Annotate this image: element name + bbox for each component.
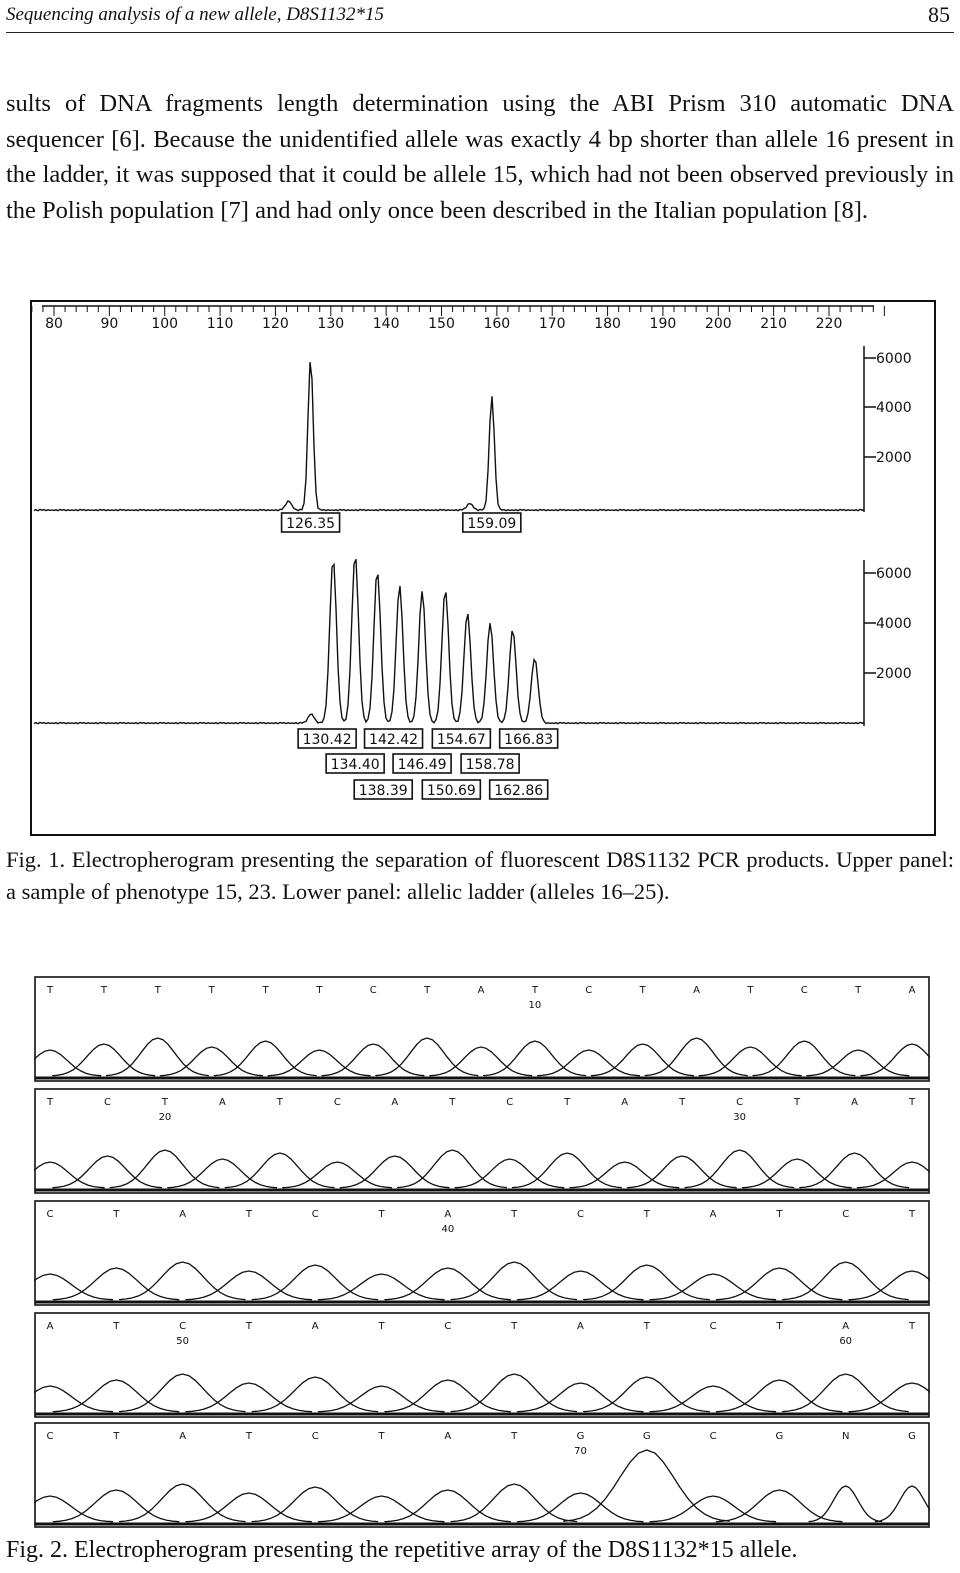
sequence-row-frame (35, 1201, 929, 1305)
sequence-row-3 (34, 1201, 930, 1305)
upper-peak-label: 159.09 (467, 516, 517, 532)
base-call: A (391, 1097, 399, 1108)
base-call: A (908, 985, 916, 996)
lower-peak-label: 158.78 (465, 757, 515, 773)
lower-peak-label: 166.83 (504, 732, 554, 748)
base-call: C (585, 985, 593, 996)
lower-peak-label: 162.86 (494, 783, 544, 799)
lower-y-tick-label: 6000 (876, 566, 912, 582)
base-call: T (378, 1209, 385, 1220)
upper-y-tick-label: 2000 (876, 450, 912, 466)
figure-1-plot (32, 302, 934, 834)
base-call: C (800, 985, 808, 996)
base-call: C (506, 1097, 514, 1108)
base-call: A (444, 1209, 452, 1220)
sequence-row-1 (34, 977, 930, 1081)
base-call: T (794, 1097, 801, 1108)
base-call: G (576, 1431, 585, 1442)
base-call: T (113, 1321, 120, 1332)
x-tick-label: 100 (151, 316, 179, 332)
base-call: T (776, 1209, 783, 1220)
base-call: A (218, 1097, 226, 1108)
base-call: T (46, 985, 54, 996)
figure-2-sequence-electropherogram (34, 976, 930, 1528)
base-call: C (311, 1431, 319, 1442)
header-rule (6, 32, 954, 33)
base-call: T (113, 1431, 120, 1442)
base-call: T (643, 1209, 650, 1220)
sequence-row-5 (34, 1423, 930, 1527)
upper-y-tick-label: 6000 (876, 351, 912, 367)
x-tick-label: 150 (428, 316, 455, 332)
base-call: T (511, 1431, 518, 1442)
base-call: T (531, 985, 538, 996)
figure-2-plot (34, 976, 930, 1528)
base-call: C (369, 985, 377, 996)
x-tick-label: 220 (815, 316, 843, 332)
lower-peak-label: 130.42 (302, 732, 352, 748)
position-marker: 50 (176, 1336, 189, 1347)
base-call: T (245, 1321, 252, 1332)
x-tick-label: 110 (206, 316, 234, 332)
base-call: C (46, 1209, 54, 1220)
position-marker: 30 (733, 1112, 746, 1123)
x-tick-label: 170 (538, 316, 566, 332)
base-call: C (179, 1321, 187, 1332)
upper-y-tick-label: 4000 (876, 400, 912, 416)
base-call: T (245, 1431, 252, 1442)
base-call: T (639, 985, 646, 996)
base-call: T (511, 1209, 518, 1220)
lower-peak-label: 142.42 (369, 732, 419, 748)
x-tick-label: 130 (317, 316, 345, 332)
base-call: A (842, 1321, 850, 1332)
base-call: N (841, 1431, 850, 1442)
running-title: Sequencing analysis of a new allele, D8S1132*15 (6, 4, 385, 25)
page-number: 85 (928, 2, 950, 27)
running-header (6, 2, 954, 28)
x-tick-label: 200 (704, 316, 732, 332)
base-call: T (208, 985, 215, 996)
base-call: T (679, 1097, 686, 1108)
base-call: T (855, 985, 862, 996)
lower-y-tick-label: 4000 (876, 616, 912, 632)
sequence-row-4 (34, 1313, 930, 1417)
sequence-row-2 (34, 1089, 930, 1193)
x-tick-label: 120 (262, 316, 289, 332)
base-call: T (747, 985, 754, 996)
base-call: G (642, 1431, 651, 1442)
x-tick-label: 190 (649, 316, 677, 332)
base-call: C (444, 1321, 452, 1332)
base-call: A (851, 1097, 858, 1108)
base-call: A (179, 1209, 187, 1220)
base-call: T (46, 1097, 54, 1108)
x-tick-label: 210 (760, 316, 788, 332)
base-call: C (736, 1097, 744, 1108)
base-call: G (775, 1431, 784, 1442)
base-call: A (577, 1321, 584, 1332)
base-call: A (621, 1097, 629, 1108)
base-call: A (693, 985, 700, 996)
base-call: C (103, 1097, 111, 1108)
base-call: C (333, 1097, 341, 1108)
base-call: T (316, 985, 323, 996)
base-call: A (179, 1431, 187, 1442)
sequence-row-frame (35, 1313, 929, 1417)
lower-trace (34, 559, 864, 723)
base-call: T (564, 1097, 571, 1108)
base-call: T (424, 985, 431, 996)
x-tick-label: 180 (594, 316, 621, 332)
lower-peak-label: 134.40 (330, 757, 380, 773)
base-call: T (276, 1097, 283, 1108)
figure-1-caption: Fig. 1. Electropherogram presenting the separation of fluorescent D8S1132 PCR products. Upper panel: a sample of phenotype 15, 23. Lower panel: allelic ladder (alleles 16–25). (6, 847, 954, 904)
lower-peak-label: 154.67 (436, 732, 486, 748)
base-call: A (477, 985, 485, 996)
base-call: T (245, 1209, 252, 1220)
base-call: G (908, 1431, 916, 1442)
base-call: T (100, 985, 107, 996)
base-call: T (378, 1321, 385, 1332)
x-tick-label: 160 (483, 316, 511, 332)
position-marker: 20 (158, 1112, 172, 1123)
x-tick-label: 140 (372, 316, 400, 332)
lower-y-tick-label: 2000 (876, 666, 912, 682)
base-call: C (46, 1431, 54, 1442)
position-marker: 70 (574, 1446, 587, 1457)
base-call: A (709, 1209, 717, 1220)
position-marker: 40 (441, 1224, 455, 1235)
base-call: T (908, 1321, 916, 1332)
x-tick-label: 90 (100, 316, 119, 332)
base-call: T (378, 1431, 385, 1442)
figure-1-electropherogram (30, 300, 936, 836)
body-paragraph: sults of DNA fragments length determination using the ABI Prism 310 automatic DNA sequencer [6]. Because the unidentified allele was exactly 4 bp shorter than allele 16 present in the ladder, it was supposed that it could be allele 15, which had not been observed previously in the Polish population [7] and had only once been described in the Italian population [8]. (6, 90, 954, 224)
x-tick-label: 80 (45, 316, 63, 332)
upper-peak-label: 126.35 (286, 516, 336, 532)
base-call: T (643, 1321, 650, 1332)
base-call: T (776, 1321, 783, 1332)
base-call: T (449, 1097, 456, 1108)
sequence-row-frame (35, 1423, 929, 1527)
lower-peak-label: 150.69 (426, 783, 476, 799)
base-call: T (262, 985, 269, 996)
base-call: T (161, 1097, 168, 1108)
base-call: C (709, 1321, 717, 1332)
base-call: A (311, 1321, 319, 1332)
base-call: A (444, 1431, 452, 1442)
position-marker: 60 (839, 1336, 853, 1347)
upper-trace (34, 362, 864, 511)
base-call: T (908, 1097, 916, 1108)
base-call: C (709, 1431, 717, 1442)
figure-2-caption: Fig. 2. Electropherogram presenting the repetitive array of the D8S1132*15 allele. (6, 1537, 798, 1563)
position-marker: 10 (528, 1000, 542, 1011)
base-call: T (154, 985, 161, 996)
base-call: A (46, 1321, 54, 1332)
lower-peak-label: 146.49 (397, 757, 447, 773)
base-call: T (113, 1209, 120, 1220)
lower-peak-label: 138.39 (358, 783, 408, 799)
base-call: T (511, 1321, 518, 1332)
base-call: C (311, 1209, 319, 1220)
base-call: C (842, 1209, 850, 1220)
base-call: T (908, 1209, 916, 1220)
base-call: C (576, 1209, 584, 1220)
